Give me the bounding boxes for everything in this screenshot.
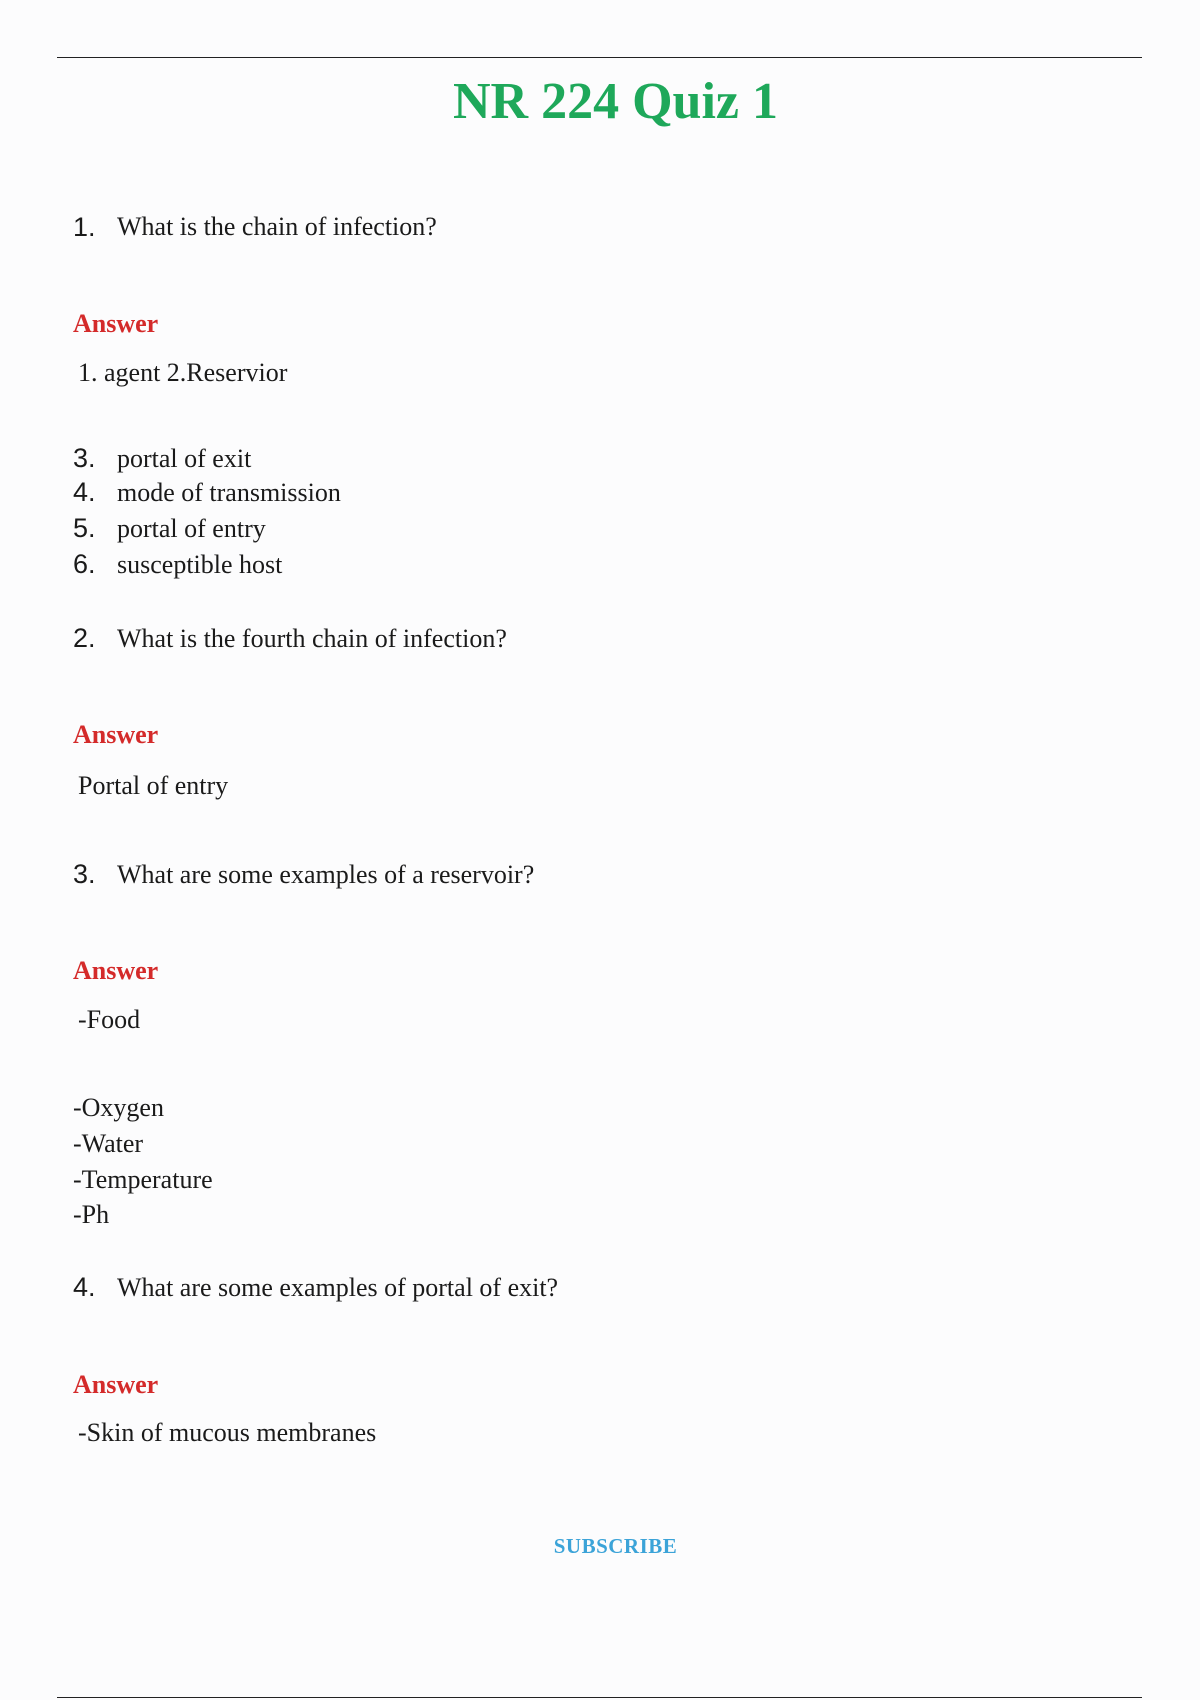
answer-1-label: Answer (73, 309, 159, 338)
page-title: NR 224 Quiz 1 (453, 73, 778, 130)
subscribe-link[interactable]: SUBSCRIBE (553, 1534, 678, 1558)
answer-2-text: Portal of entry (78, 771, 229, 800)
answer-1-item-number: 5. (73, 513, 96, 543)
question-3-text: What are some examples of a reservoir? (117, 860, 535, 889)
answer-2-label: Answer (73, 720, 159, 749)
answer-4-text: -Skin of mucous membranes (78, 1418, 377, 1447)
answer-1-item: portal of exit (117, 444, 252, 473)
answer-1-item: mode of transmission (117, 478, 341, 507)
question-4-number: 4. (73, 1272, 96, 1302)
answer-1-item: portal of entry (117, 514, 266, 543)
question-4-text: What are some examples of portal of exit? (117, 1273, 559, 1302)
answer-1-text: 1. agent 2.Reservior (78, 358, 288, 387)
top-rule (57, 57, 1142, 58)
answer-3-item: -Water (73, 1129, 144, 1158)
answer-1-item-number: 3. (73, 443, 96, 473)
question-2-text: What is the fourth chain of infection? (117, 624, 507, 653)
answer-3-item: -Oxygen (73, 1093, 164, 1122)
question-3-number: 3. (73, 859, 96, 889)
answer-1-item-number: 6. (73, 549, 96, 579)
answer-1-item-number: 4. (73, 477, 96, 507)
answer-3-item: -Ph (73, 1200, 110, 1229)
bottom-rule (57, 1697, 1142, 1698)
question-1-number: 1. (73, 212, 96, 242)
answer-3-item: -Temperature (73, 1165, 213, 1194)
answer-1-item: susceptible host (117, 550, 283, 579)
answer-3-text: -Food (78, 1005, 141, 1034)
answer-4-label: Answer (73, 1370, 159, 1399)
question-1-text: What is the chain of infection? (117, 212, 437, 241)
answer-3-label: Answer (73, 956, 159, 985)
question-2-number: 2. (73, 623, 96, 653)
